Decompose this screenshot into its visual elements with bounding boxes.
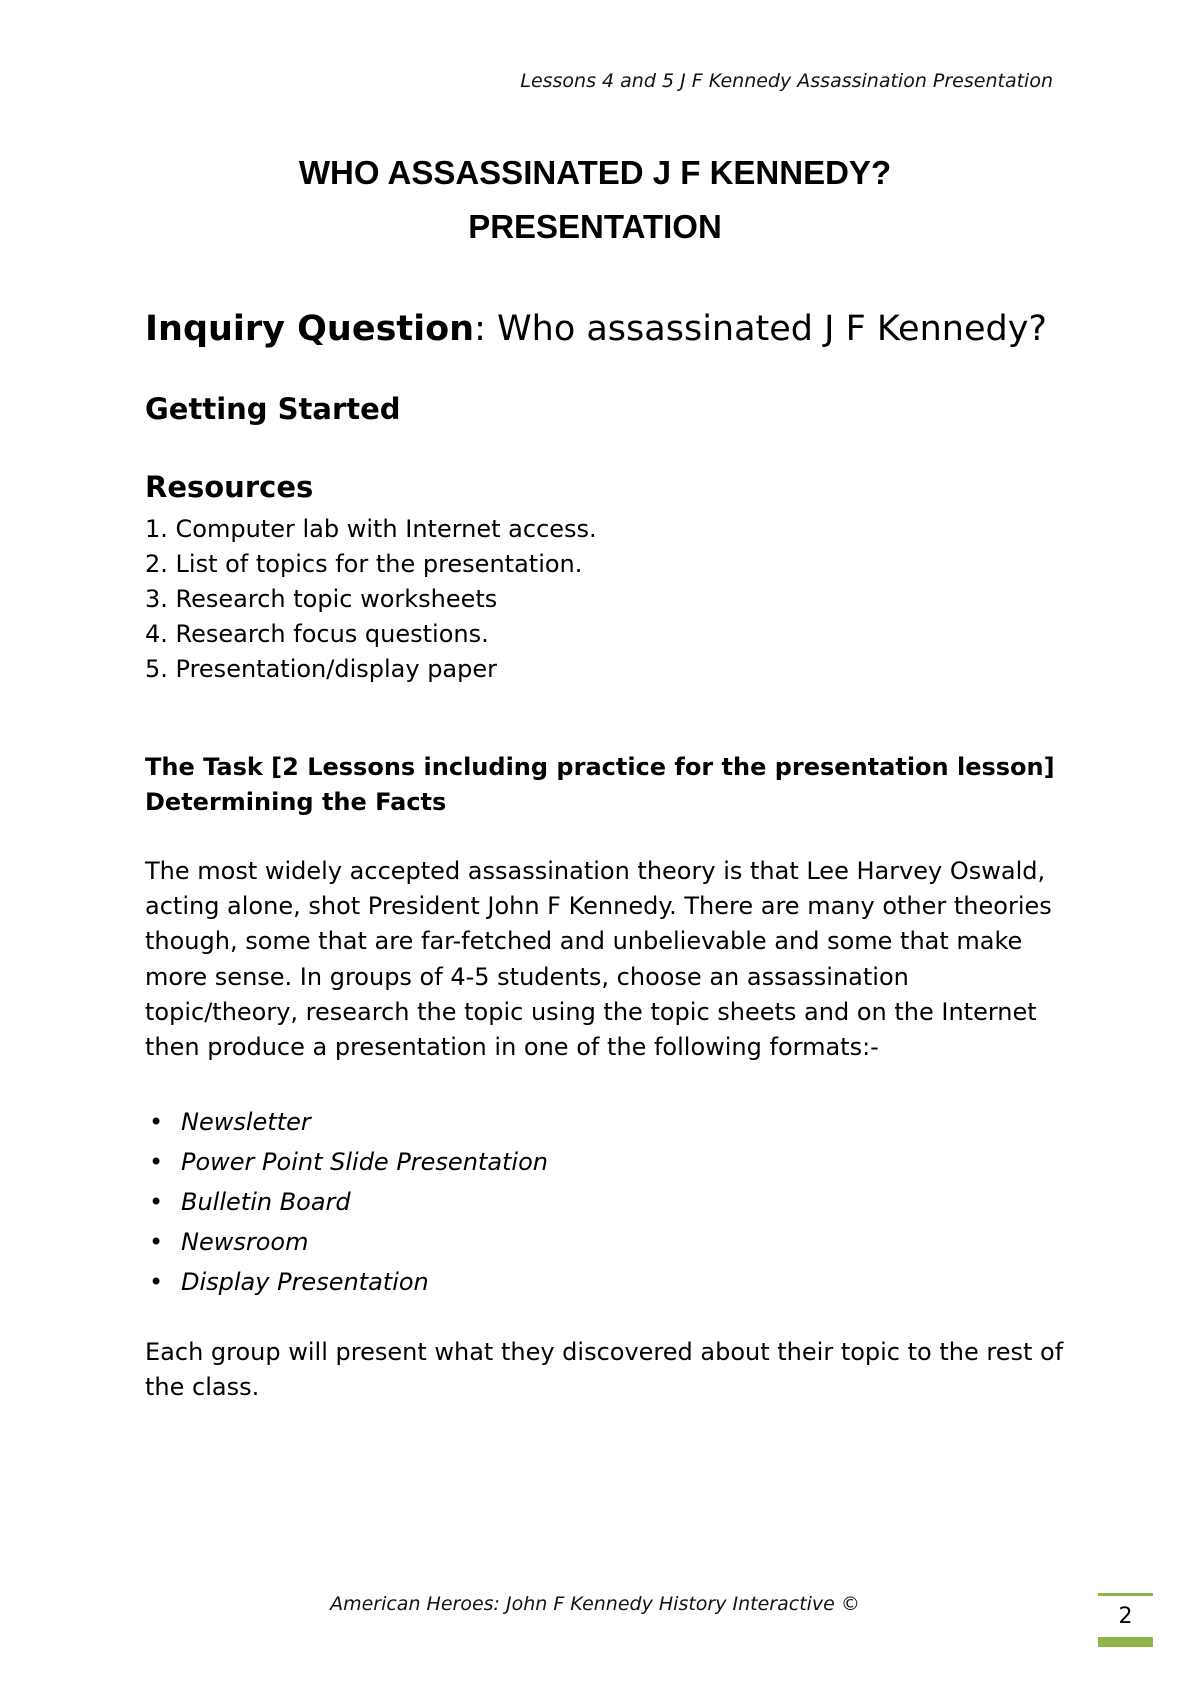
closing-paragraph: Each group will present what they discovered about their topic to the rest of the class. (145, 1338, 1064, 1401)
list-item: 2. List of topics for the presentation. (145, 550, 583, 578)
getting-started-heading: Getting Started (145, 392, 401, 426)
inquiry-separator: : (474, 309, 498, 349)
resources-heading: Resources (145, 470, 314, 504)
task-paragraph: The most widely accepted assassination theory is that Lee Harvey Oswald, acting alone, shot President John F Kennedy. There are many other theories though, some that are far-fetched and unbelievable and some that make more sense. In groups of 4-5 students, choose an assassination topic/theory, research the topic using the topic sheets and on the Internet then produce a presentation in one of the following formats:- (145, 857, 1052, 1062)
inquiry-question (145, 306, 1065, 352)
page-number: 2 (1118, 1604, 1133, 1629)
bullet-icon: • (149, 1188, 164, 1216)
list-item: 3. Research topic worksheets (145, 585, 498, 613)
task-heading-line-2: Determining the Facts (145, 788, 447, 816)
list-item (145, 1102, 1065, 1142)
page-number-top-rule (1098, 1593, 1153, 1596)
resources-list (145, 512, 1065, 687)
formats-list (145, 1102, 1065, 1302)
format-label: Newsletter (181, 1108, 311, 1136)
format-label: Newsroom (181, 1228, 309, 1256)
page-title-line-1: WHO ASSASSINATED J F KENNEDY? (298, 154, 892, 191)
list-item (145, 1262, 1065, 1302)
format-label: Bulletin Board (181, 1188, 351, 1216)
list-item: 5. Presentation/display paper (145, 655, 497, 683)
list-item: 4. Research focus questions. (145, 620, 489, 648)
page-footer (0, 1593, 1190, 1615)
inquiry-label: Inquiry Question (145, 309, 475, 349)
format-label: Power Point Slide Presentation (181, 1148, 548, 1176)
bullet-icon: • (149, 1108, 164, 1136)
page-number-bottom-rule (1098, 1637, 1153, 1647)
format-label: Display Presentation (181, 1268, 429, 1296)
task-heading-line-1: The Task [2 Lessons including practice for the presentation lesson] (145, 753, 1055, 781)
running-header: Lessons 4 and 5 J F Kennedy Assassination Presentation (520, 70, 1053, 92)
bullet-icon: • (149, 1148, 164, 1176)
list-item (145, 1222, 1065, 1262)
list-item: 1. Computer lab with Internet access. (145, 515, 597, 543)
bullet-icon: • (149, 1268, 164, 1296)
page-title-line-2: PRESENTATION (468, 208, 722, 245)
bullet-icon: • (149, 1228, 164, 1256)
list-item (145, 1142, 1065, 1182)
footer-text: American Heroes: John F Kennedy History Interactive (330, 1593, 835, 1615)
copyright-icon: © (840, 1593, 860, 1615)
page-number-box (1098, 1593, 1153, 1647)
inquiry-text: Who assassinated J F Kennedy? (497, 309, 1047, 349)
list-item (145, 1182, 1065, 1222)
task-heading (145, 750, 1065, 820)
